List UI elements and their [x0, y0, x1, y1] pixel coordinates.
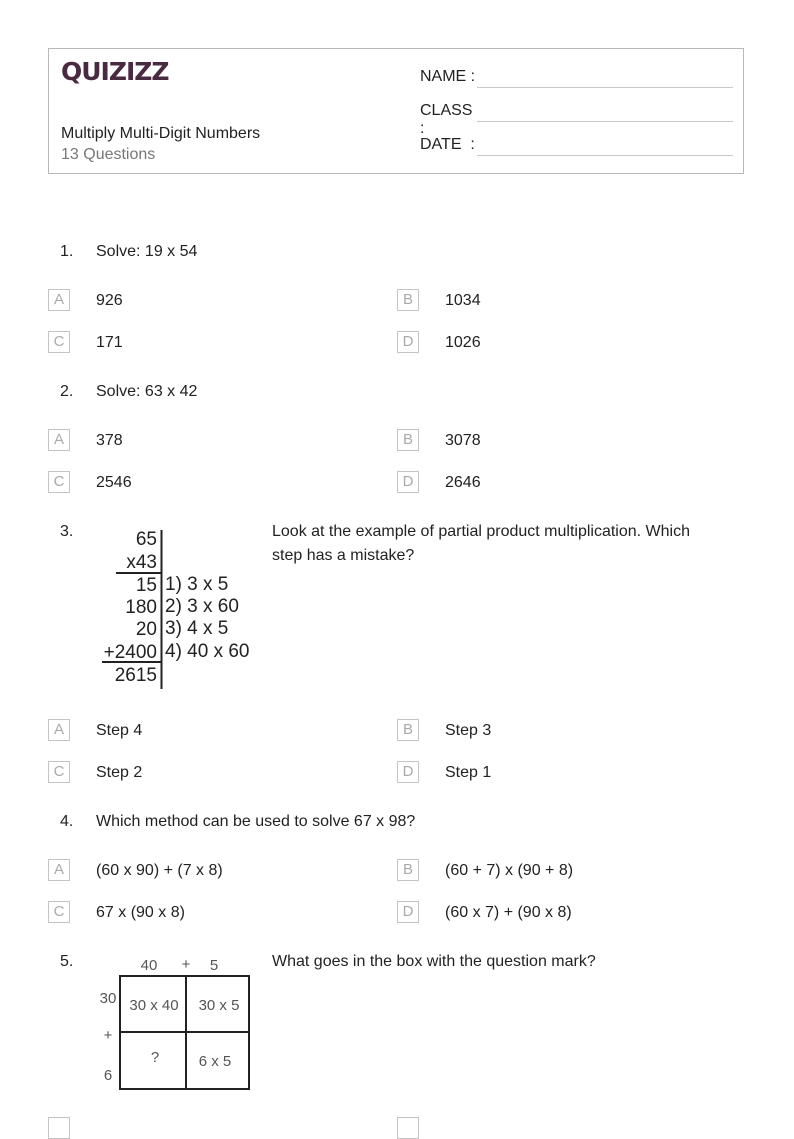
- question-3-number: 3.: [60, 523, 74, 540]
- question-1-text: Solve: 19 x 54: [96, 243, 198, 260]
- fig-total: 2615: [114, 665, 157, 686]
- q3-option-c-letter[interactable]: C: [48, 761, 70, 783]
- q1-option-c-text: 171: [96, 334, 123, 351]
- q1-option-b-letter[interactable]: B: [397, 289, 419, 311]
- fig-step-4: 4) 40 x 60: [165, 641, 250, 662]
- q3-option-d-text: Step 1: [445, 764, 492, 781]
- area-model-figure: [96, 950, 256, 1092]
- area-row-header-2: 6: [103, 1067, 113, 1084]
- q4-option-d-text: (60 x 7) + (90 x 8): [445, 904, 572, 921]
- q3-option-c-text: Step 2: [96, 764, 143, 781]
- quizizz-logo: QUIZIZZ: [61, 57, 169, 86]
- area-col-header-plus: +: [181, 956, 191, 973]
- area-cell-2: 30 x 5: [198, 997, 240, 1014]
- fig-partial-4: +2400: [103, 642, 157, 663]
- date-field[interactable]: [420, 136, 476, 154]
- q4-option-c-text: 67 x (90 x 8): [96, 904, 185, 921]
- area-row-header-1: 30: [99, 990, 117, 1007]
- question-4-text: Which method can be used to solve 67 x 98?: [96, 813, 416, 830]
- date-line[interactable]: [477, 155, 733, 156]
- q3-option-b-letter[interactable]: B: [397, 719, 419, 741]
- fig-step-2: 2) 3 x 60: [165, 596, 239, 617]
- fig-partial-3: 20: [135, 619, 157, 640]
- q5-option-a-letter[interactable]: [48, 1117, 70, 1139]
- fig-partial-1: 15: [135, 575, 157, 596]
- name-label: NAME :: [420, 68, 476, 85]
- worksheet-title: Multiply Multi-Digit Numbers: [61, 125, 261, 142]
- class-field[interactable]: [420, 102, 476, 138]
- area-cell-1: 30 x 40: [129, 997, 179, 1014]
- area-cell-4: 6 x 5: [198, 1053, 232, 1070]
- date-label: DATE :: [420, 136, 475, 153]
- q2-option-a-letter[interactable]: A: [48, 429, 70, 451]
- fig-partial-2: 180: [125, 597, 157, 618]
- q4-option-a-letter[interactable]: A: [48, 859, 70, 881]
- question-2-number: 2.: [60, 383, 74, 400]
- fig-top-number: 65: [135, 529, 157, 550]
- name-field[interactable]: [420, 68, 476, 86]
- area-col-header-1: 40: [140, 957, 158, 974]
- q2-option-d-letter[interactable]: D: [397, 471, 419, 493]
- partial-product-figure: [96, 524, 266, 694]
- q1-option-d-text: 1026: [445, 334, 481, 351]
- name-line[interactable]: [477, 87, 733, 88]
- fig-multiplier: x43: [126, 552, 157, 573]
- area-cell-3: ?: [150, 1049, 160, 1066]
- q3-option-a-text: Step 4: [96, 722, 143, 739]
- q2-option-c-text: 2546: [96, 474, 132, 491]
- question-5-text: What goes in the box with the question mark?: [272, 953, 596, 970]
- area-row-header-plus: +: [103, 1027, 113, 1044]
- q2-option-c-letter[interactable]: C: [48, 471, 70, 493]
- class-line[interactable]: [477, 121, 733, 122]
- q1-option-a-text: 926: [96, 292, 123, 309]
- worksheet-header: [48, 48, 744, 174]
- q3-option-a-letter[interactable]: A: [48, 719, 70, 741]
- q4-option-a-text: (60 x 90) + (7 x 8): [96, 862, 223, 879]
- fig-step-3: 3) 4 x 5: [165, 618, 229, 639]
- q4-option-c-letter[interactable]: C: [48, 901, 70, 923]
- area-col-header-2: 5: [209, 957, 219, 974]
- q4-option-b-text: (60 + 7) x (90 + 8): [445, 862, 574, 879]
- q2-option-b-letter[interactable]: B: [397, 429, 419, 451]
- q2-option-d-text: 2646: [445, 474, 481, 491]
- q5-option-b-letter[interactable]: [397, 1117, 419, 1139]
- fig-step-1: 1) 3 x 5: [165, 574, 229, 595]
- question-1-number: 1.: [60, 243, 74, 260]
- question-count: 13 Questions: [61, 146, 156, 163]
- question-5-number: 5.: [60, 953, 74, 970]
- question-2-text: Solve: 63 x 42: [96, 383, 198, 400]
- question-4-number: 4.: [60, 813, 74, 830]
- q1-option-d-letter[interactable]: D: [397, 331, 419, 353]
- q2-option-b-text: 3078: [445, 432, 481, 449]
- q2-option-a-text: 378: [96, 432, 123, 449]
- question-3-text: Look at the example of partial product multiplication. Which step has a mistake?: [272, 523, 690, 564]
- q4-option-d-letter[interactable]: D: [397, 901, 419, 923]
- q1-option-a-letter[interactable]: A: [48, 289, 70, 311]
- class-label: CLASS :: [420, 102, 473, 137]
- q3-option-d-letter[interactable]: D: [397, 761, 419, 783]
- q4-option-b-letter[interactable]: B: [397, 859, 419, 881]
- q1-option-c-letter[interactable]: C: [48, 331, 70, 353]
- q1-option-b-text: 1034: [445, 292, 481, 309]
- q3-option-b-text: Step 3: [445, 722, 492, 739]
